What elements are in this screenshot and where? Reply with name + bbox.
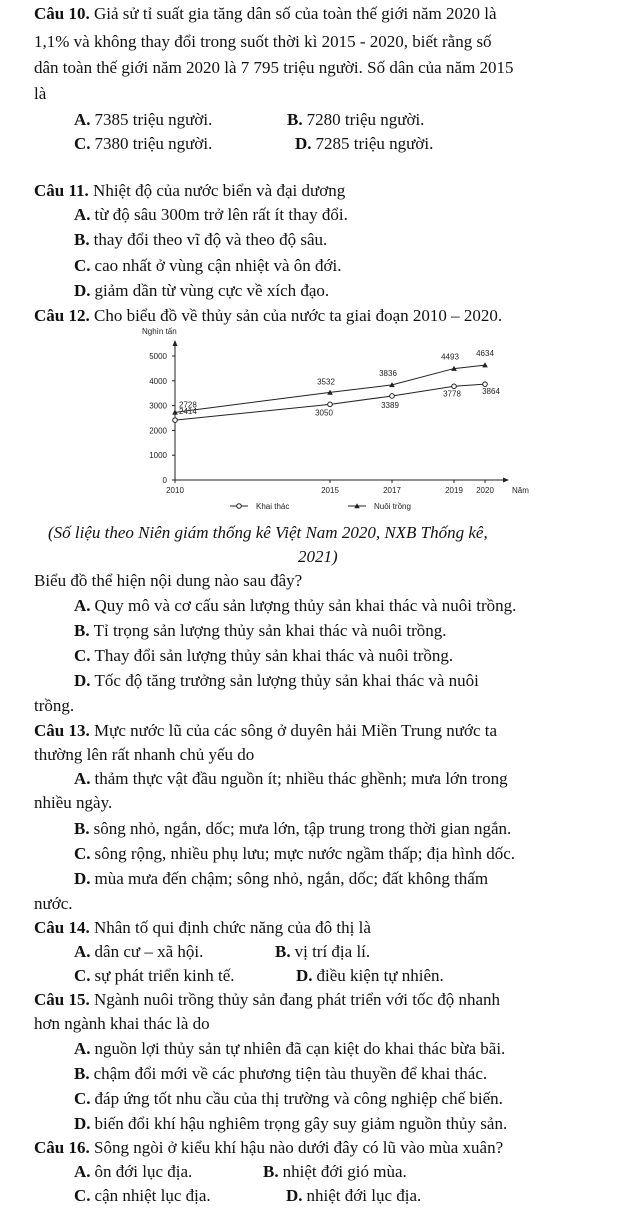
y-tick-label: 1000 <box>149 451 167 461</box>
data-label: 3050 <box>315 408 333 418</box>
q11-stem: Câu 11. Nhiệt độ của nước biển và đại dương <box>34 181 346 200</box>
x-tick-label: 2015 <box>321 486 339 495</box>
q15-option-d: D. biến đổi khí hậu nghiêm trọng gây suy giảm nguồn thủy sản. <box>74 1114 508 1133</box>
q13-option-d: D. mùa mưa đến chậm; sông nhỏ, ngắn, dốc; đất không thấm <box>74 869 489 888</box>
q14-option-d: D. điều kiện tự nhiên. <box>296 966 444 985</box>
data-point <box>173 418 178 423</box>
data-label: 2728 <box>179 400 197 410</box>
x-tick-label: 2010 <box>166 486 184 495</box>
y-tick-label: 0 <box>162 476 167 485</box>
q15-stem-line-1: Câu 15. Ngành nuôi trồng thủy sản đang phát triển với tốc độ nhanh <box>34 990 501 1009</box>
q13-option-b: B. sông nhỏ, ngắn, dốc; mưa lớn, tập trung trong thời gian ngắn. <box>74 819 512 838</box>
y-axis-title: Nghìn tấn <box>142 327 177 336</box>
q12-option-d: D. Tốc độ tăng trưởng sản lượng thủy sản khai thác và nuôi <box>74 671 479 690</box>
data-label: 2414 <box>179 407 197 417</box>
data-point <box>483 382 488 387</box>
q12-option-b: B. Tỉ trọng sản lượng thủy sản khai thác và nuôi trồng. <box>74 621 447 640</box>
x-tick-label: 2017 <box>383 486 401 495</box>
q12-option-a: A. Quy mô và cơ cấu sản lượng thủy sản khai thác và nuôi trồng. <box>74 596 517 615</box>
q16-option-d: D. nhiệt đới lục địa. <box>286 1186 422 1205</box>
q15-option-c: C. đáp ứng tốt nhu cầu của thị trường và công nghiệp chế biến. <box>74 1089 503 1108</box>
q16-stem: Câu 16. Sông ngòi ở kiểu khí hậu nào dưới đây có lũ vào mùa xuân? <box>34 1138 504 1157</box>
data-label: 3836 <box>379 368 397 378</box>
q14-option-b: B. vị trí địa lí. <box>275 942 371 961</box>
q15-option-a: A. nguồn lợi thủy sản tự nhiên đã cạn kiệt do khai thác bừa bãi. <box>74 1039 506 1058</box>
q12-stem: Câu 12. Cho biểu đồ về thủy sản của nước ta giai đoạn 2010 – 2020. <box>34 306 503 325</box>
q11-option-a: A. từ độ sâu 300m trở lên rất ít thay đổi. <box>74 205 348 224</box>
x-axis-title: Năm <box>512 486 529 495</box>
q16-option-c: C. cận nhiệt lục địa. <box>74 1186 211 1205</box>
data-label: 4493 <box>441 352 459 362</box>
data-label: 4634 <box>476 349 494 359</box>
q13-option-c: C. sông rộng, nhiều phụ lưu; mực nước ngầm thấp; địa hình dốc. <box>74 844 516 863</box>
q10-option-c: C. 7380 triệu người. <box>74 134 213 153</box>
fisheries-line-chart <box>130 326 550 516</box>
q14-option-a: A. dân cư – xã hội. <box>74 942 204 961</box>
x-tick-label: 2019 <box>445 486 463 495</box>
x-tick-label: 2020 <box>476 486 494 495</box>
y-tick-label: 3000 <box>149 401 167 411</box>
q15-stem-line-2: hơn ngành khai thác là do <box>34 1014 210 1033</box>
data-point <box>390 394 395 399</box>
q16-option-a: A. ôn đới lục địa. <box>74 1162 193 1181</box>
data-label: 3389 <box>381 400 399 410</box>
q13-option-a-cont: nhiều ngày. <box>34 793 113 812</box>
legend-label-khai-thac: Khai thác <box>256 502 290 511</box>
q13-option-a: A. thảm thực vật đầu nguồn ít; nhiều thác ghềnh; mưa lớn trong <box>74 769 508 788</box>
legend-marker-khai-thac <box>237 504 242 509</box>
q10-line-3: dân toàn thế giới năm 2020 là 7 795 triệu người. Số dân của năm 2015 <box>34 58 514 77</box>
q12-question: Biểu đồ thể hiện nội dung nào sau đây? <box>34 571 303 590</box>
q14-option-c: C. sự phát triển kinh tế. <box>74 966 235 985</box>
q11-option-c: C. cao nhất ở vùng cận nhiệt và ôn đới. <box>74 256 342 275</box>
q16-option-b: B. nhiệt đới gió mùa. <box>263 1162 407 1181</box>
q13-option-d-cont: nước. <box>34 894 73 913</box>
y-tick-label: 2000 <box>149 426 167 436</box>
q10-option-b: B. 7280 triệu người. <box>287 110 425 129</box>
q10-line-2: 1,1% và không thay đổi trong suốt thời kì 2015 - 2020, biết rằng số <box>34 32 492 51</box>
y-tick-label: 5000 <box>149 352 167 361</box>
q14-stem: Câu 14. Nhân tố qui định chức năng của đô thị là <box>34 918 371 937</box>
q13-stem-line-2: thường lên rất nhanh chủ yếu do <box>34 745 255 764</box>
q10-option-a: A. 7385 triệu người. <box>74 110 213 129</box>
q10-option-d: D. 7285 triệu người. <box>295 134 434 153</box>
q13-stem-line-1: Câu 13. Mực nước lũ của các sông ở duyên hải Miền Trung nước ta <box>34 721 498 740</box>
y-axis-arrow <box>173 340 178 346</box>
data-label: 3532 <box>317 377 335 387</box>
q11-option-d: D. giảm dần từ vùng cực về xích đạo. <box>74 281 330 300</box>
q12-option-c: C. Thay đổi sản lượng thủy sản khai thác và nuôi trồng. <box>74 646 454 665</box>
legend-label-nuoi-trong: Nuôi trồng <box>374 502 411 511</box>
q15-option-b: B. chậm đổi mới về các phương tiện tàu thuyền để khai thác. <box>74 1064 488 1083</box>
data-label: 3778 <box>443 389 461 399</box>
q11-option-b: B. thay đổi theo vĩ độ và theo độ sâu. <box>74 230 328 249</box>
q12-option-d-cont: trồng. <box>34 696 75 715</box>
chart-source-line-1: (Số liệu theo Niên giám thống kê Việt Nam 2020, NXB Thống kê, <box>48 523 488 542</box>
x-axis-arrow <box>503 478 509 483</box>
y-tick-label: 4000 <box>149 376 167 386</box>
q10-line-4: là <box>34 84 47 103</box>
data-label: 3864 <box>482 387 500 397</box>
data-point <box>452 384 457 389</box>
chart-source-line-2: 2021) <box>298 547 338 566</box>
data-point <box>328 402 333 407</box>
q10-line-1: Câu 10. Giả sử tỉ suất gia tăng dân số của toàn thế giới năm 2020 là <box>34 4 497 23</box>
